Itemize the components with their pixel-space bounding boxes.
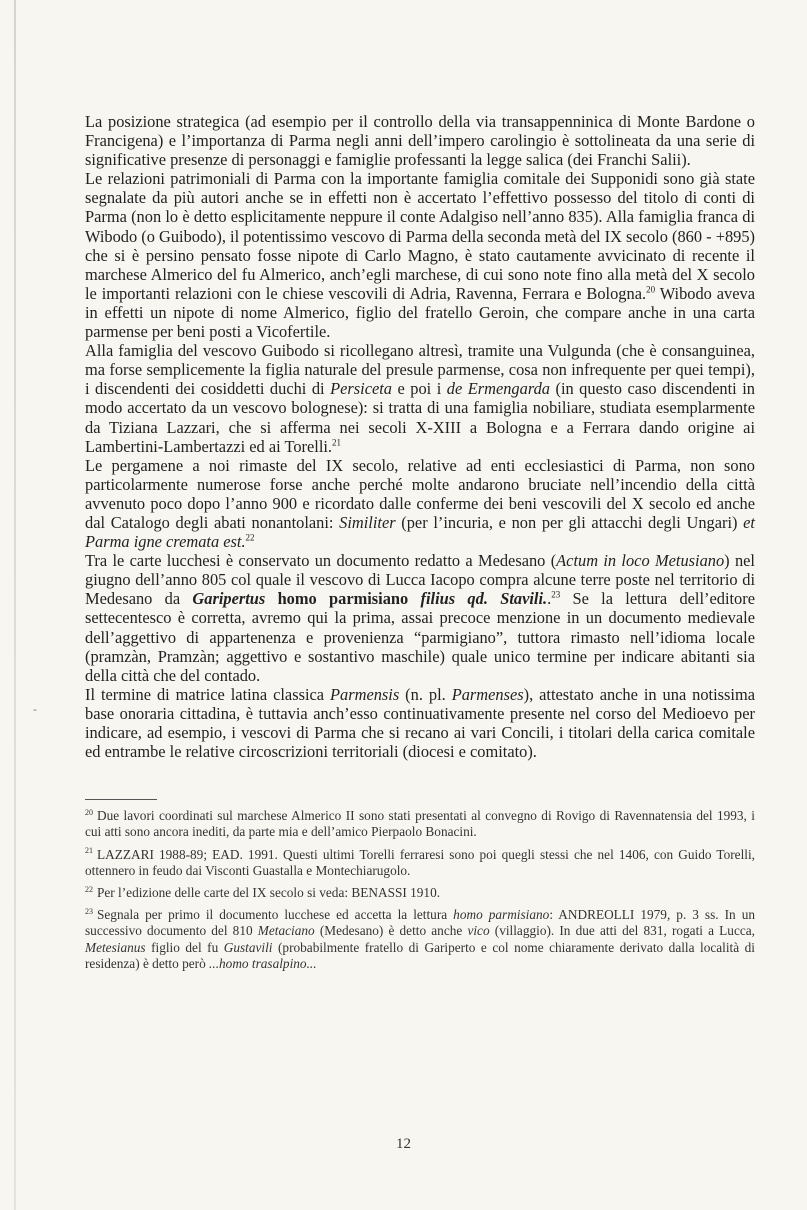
paragraph-1: La posizione strategica (ad esempio per il controllo della via transappenninica di Monte Bardone o Francigena) e l’importanza di Parma negli anni dell’impero carolingio è sottolineata da una serie di significative presenze di personaggi e famiglie professanti la legge salica (dei Franchi Salii). (85, 112, 755, 170)
page-content (85, 112, 755, 978)
footnote-ref-23[interactable]: 23 (551, 589, 561, 600)
bold-italic-term: Garipertus (192, 589, 266, 609)
footnotes (85, 808, 755, 972)
footnote-20 (85, 808, 755, 840)
footnote-text: (villaggio). In due atti del 831, rogati a Lucca, (489, 923, 755, 939)
bold-term: homo parmisiano (265, 589, 421, 609)
text-span: e poi i (392, 379, 447, 399)
paragraph-5 (85, 551, 755, 685)
bold-italic-term: filius qd. Stavili. (420, 589, 548, 609)
main-text (85, 112, 755, 761)
text-span: (per l’incuria, e non per gli attacchi degli Ungari) (395, 512, 744, 532)
footnote-ref-20[interactable]: 20 (646, 284, 656, 295)
footnote-text: figlio del fu (145, 939, 224, 955)
footnote-italic: Metaciano (257, 923, 315, 939)
footnote-italic: Gustavili (223, 939, 273, 955)
footnote-italic: ...homo trasalpino... (209, 955, 317, 971)
margin-mark: - (33, 702, 37, 716)
footnote-divider (85, 799, 157, 800)
italic-quote: et Parma igne cremata est. (85, 512, 755, 552)
text-span: . (547, 589, 552, 609)
footnote-italic: Metesianus (85, 939, 146, 955)
footnote-number: 23 (85, 906, 93, 916)
paragraph-3 (85, 341, 755, 456)
footnote-italic: vico (467, 923, 490, 939)
footnote-text: Due lavori coordinati sul marchese Almerico II sono stati presentati al convegno di Rovigo di Ravennatensia del 1993, i cui atti sono ancora inediti, da parte mia e dell’amico Pierpaolo Bonacini. (85, 808, 755, 840)
footnote-text: Segnala per primo il documento lucchese ed accetta la lettura (97, 907, 454, 923)
paragraph-6 (85, 685, 755, 761)
paragraph-4 (85, 456, 755, 551)
italic-term: Parmensis (330, 684, 400, 704)
page-number: 12 (396, 1136, 411, 1152)
footnote-ref-22[interactable]: 22 (245, 532, 255, 543)
footnote-italic: homo parmisiano (453, 907, 550, 923)
italic-term: Parmenses (451, 684, 524, 704)
text-span: (in questo caso discendenti in modo accertato da un vescovo bolognese): si tratta di una famiglia nobiliare, studiata esemplarmente da Tiziana Lazzari, che si afferma nei secoli X-XIII a Bologna e a Ferrara dando origine ai Lambertini-Lambertazzi ed ai Torelli. (85, 379, 755, 456)
text-span: ) nel giugno dell’anno 805 col quale il vescovo di Lucca Iacopo compra alcune terre poste nel territorio di Medesano da (85, 551, 755, 609)
text-span: Wibodo aveva in effetti un nipote di nome Almerico, figlio del fratello Geroin, che compare anche in una carta parmense per beni posti a Vicofertile. (85, 283, 755, 342)
italic-term: Persiceta (330, 379, 392, 399)
footnote-text: LAZZARI 1988-89; EAD. 1991. Questi ultimi Torelli ferraresi sono poi quegli stessi che nel 1406, con Guido Torelli, ottennero in feudo dai Visconti Guastalla e Montechiarugolo. (85, 846, 755, 878)
footnote-21 (85, 847, 755, 879)
text-span: (n. pl. (399, 684, 452, 704)
footnote-text: (Medesano) è detto anche (314, 923, 468, 939)
text-span: Alla famiglia del vescovo Guibodo si ricollegano altresì, tramite una Vulgunda (che è consanguinea, ma forse semplicemente la figlia naturale del presule parmense, cosa non infrequente per quei tempi), i discendenti dei cosiddetti duchi di (85, 341, 755, 399)
italic-term: Similiter (339, 512, 396, 532)
footnote-ref-21[interactable]: 21 (332, 437, 342, 448)
page-binding-edge (14, 0, 16, 1210)
text-span: Tra le carte lucchesi è conservato un documento redatto a Medesano ( (85, 551, 557, 571)
text-span: Il termine di matrice latina classica (85, 684, 331, 704)
footnote-number: 21 (85, 846, 93, 856)
italic-term: de Ermengarda (446, 379, 550, 399)
footnote-number: 22 (85, 884, 93, 894)
text-span: Le pergamene a noi rimaste del IX secolo, relative ad enti ecclesiastici di Parma, non sono particolarmente numerose forse anche perché molte andarono bruciate nell’incendio della città avvenuto poco dopo l’anno 900 e ricordato dalle conferme dei beni vescovili del X secolo ed anche dal Catalogo degli abati nonantolani: (85, 455, 755, 532)
footnote-number: 20 (85, 807, 93, 817)
footnote-text: Per l’edizione delle carte del IX secolo si veda: BENASSI 1910. (97, 885, 441, 900)
footnote-22 (85, 885, 755, 901)
footnote-text: : ANDREOLLI 1979, p. 3 ss. In un successivo documento del 810 (85, 907, 755, 939)
italic-term: Actum in loco Metusiano (556, 551, 725, 571)
paragraph-2 (85, 169, 755, 341)
footnote-text: (probabilmente fratello di Gariperto e col nome chiaramente derivato dalla località di residenza) è detto però (85, 939, 755, 971)
text-span: ), attestato anche in una notissima base onoraria cittadina, è tuttavia anch’esso continuativamente presente nel corso del Medioevo per indicare, ad esempio, i vescovi di Parma che si recano ai vari Concili, i titolari della carica comitale ed entrambe le relative circoscrizioni territoriali (diocesi e comitato). (85, 684, 755, 762)
text-span: Le relazioni patrimoniali di Parma con la importante famiglia comitale dei Supponidi sono già state segnalate da più autori anche se in effetti non è accertato l’effettivo possesso del titolo di conti di Parma (non lo è detto esplicitamente neppure il conte Adalgiso nell’anno 835). Alla famiglia franca di Wibodo (o Guibodo), il potentissimo vescovo di Parma della seconda metà del IX secolo (860 - +895) che si è persino pensato fosse nipote di Carlo Magno, è stato cautamente avvicinato di recente il marchese Almerico del fu Almerico, anch’egli marchese, di cui sono note fino alla metà del X secolo le importanti relazioni con le chiese vescovili di Adria, Ravenna, Ferrara e Bologna. (85, 169, 755, 303)
text-span: Se la lettura dell’editore settecentesco è corretta, avremo qui la prima, assai precoce menzione in un documento medievale dell’aggettivo di appartenenza e provenienza “parmigiano”, tuttora rimasto nell’idioma locale (pramzàn, Pramzàn; aggettivo e sostantivo maschile) quale unico termine per indicare abitanti sia della città che del contado. (85, 589, 755, 685)
footnote-23 (85, 907, 755, 972)
